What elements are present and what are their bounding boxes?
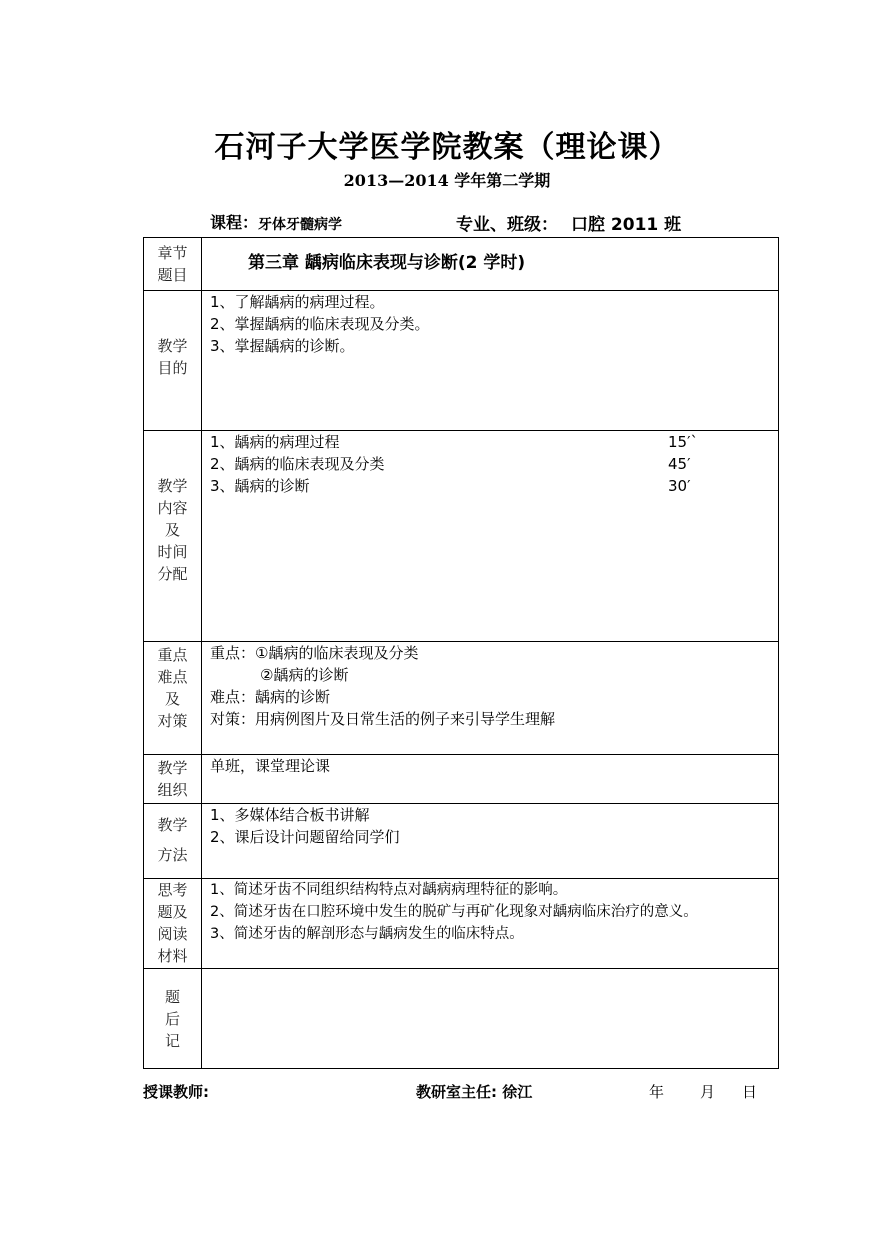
date-year: 年: [649, 1083, 665, 1101]
label-line: 题目: [157, 266, 188, 284]
date-month: 月: [700, 1083, 716, 1101]
row-organization: [144, 755, 779, 804]
row-objectives: [144, 291, 779, 431]
row-label-methods: [144, 804, 202, 879]
objective-item: 2、掌握龋病的临床表现及分类。: [210, 315, 430, 333]
row-label-objectives: [144, 291, 202, 431]
label-line: 题及: [157, 903, 188, 921]
content-item-time: 45′: [668, 455, 691, 473]
date-day: 日: [742, 1083, 758, 1101]
row-label-reading: [144, 879, 202, 969]
major-class-value: 口腔 2011 班: [571, 215, 682, 235]
label-line: 材料: [157, 947, 188, 965]
label-line: 教学: [157, 337, 188, 355]
content-item-text: 2、龋病的临床表现及分类: [210, 455, 385, 473]
label-line: 重点: [157, 646, 188, 664]
label-line: 及: [164, 521, 180, 539]
label-line: 教学: [157, 759, 188, 777]
label-line: 分配: [157, 565, 188, 583]
label-line: 难点: [157, 668, 188, 686]
major-class-label: 专业、班级：: [456, 215, 558, 235]
methods-cell: [202, 804, 779, 879]
row-label-organization: [144, 755, 202, 804]
row-label-chapter: [144, 238, 202, 291]
chapter-title: 第三章 龋病临床表现与诊断(2 学时): [248, 253, 526, 273]
label-line: 目的: [157, 359, 188, 377]
reading-item: 2、简述牙齿在口腔环境中发生的脱矿与再矿化现象对龋病临床治疗的意义。: [210, 904, 698, 920]
course-name: 牙体牙髓病学: [258, 217, 342, 233]
label-line: 阅读: [157, 925, 188, 943]
key-point-line: 重点：①龋病的临床表现及分类: [210, 644, 419, 662]
label-line: 时间: [157, 543, 188, 561]
label-line: 记: [164, 1032, 180, 1050]
label-line: 内容: [157, 499, 188, 517]
teacher-label: 授课教师:: [143, 1083, 209, 1101]
label-line: 章节: [157, 244, 188, 262]
chapter-title-cell: [202, 238, 779, 291]
row-postscript: [144, 969, 779, 1069]
director-label: 教研室主任: 徐江: [416, 1083, 533, 1101]
label-line: 组织: [157, 781, 188, 799]
row-content: [144, 431, 779, 642]
row-chapter: [144, 238, 779, 291]
organization-value: 单班，课堂理论课: [210, 757, 331, 775]
content-item-time: 30′: [668, 477, 691, 495]
difficulty-line: 难点：龋病的诊断: [210, 688, 331, 706]
label-line: 题: [164, 988, 180, 1006]
content-item-time: 15′`: [668, 433, 698, 451]
row-reading: [144, 879, 779, 969]
postscript-cell: [202, 969, 779, 1069]
content-item: [210, 475, 778, 497]
objective-item: 3、掌握龋病的诊断。: [210, 337, 355, 355]
row-label-postscript: [144, 969, 202, 1069]
label-line: 教学: [157, 816, 188, 834]
content-item: [210, 431, 778, 453]
label-line: 方法: [157, 846, 188, 864]
method-item: 2、课后设计问题留给同学们: [210, 828, 400, 846]
content-item-text: 1、龋病的病理过程: [210, 433, 340, 451]
method-item: 1、多媒体结合板书讲解: [210, 806, 370, 824]
label-line: 教学: [157, 477, 188, 495]
strategy-line: 对策：用病例图片及日常生活的例子来引导学生理解: [210, 710, 556, 728]
row-label-key-points: [144, 642, 202, 755]
lesson-plan-table: [143, 237, 779, 1069]
content-item-text: 3、龋病的诊断: [210, 477, 310, 495]
label-line: 对策: [157, 712, 188, 730]
row-label-content: [144, 431, 202, 642]
objective-item: 1、了解龋病的病理过程。: [210, 293, 385, 311]
label-line: 及: [164, 690, 180, 708]
reading-item: 3、简述牙齿的解剖形态与龋病发生的临床特点。: [210, 926, 524, 942]
organization-cell: [202, 755, 779, 804]
key-points-cell: [202, 642, 779, 755]
course-label: 课程：: [210, 213, 259, 232]
label-line: 后: [164, 1010, 180, 1028]
objectives-cell: [202, 291, 779, 431]
row-key-points: [144, 642, 779, 755]
content-item: [210, 453, 778, 475]
label-line: 思考: [157, 881, 188, 899]
content-cell: [202, 431, 779, 642]
row-methods: [144, 804, 779, 879]
reading-cell: [202, 879, 779, 969]
key-point-line: ②龋病的诊断: [260, 666, 349, 684]
page-title: 石河子大学医学院教案（理论课）: [214, 130, 680, 165]
reading-item: 1、简述牙齿不同组织结构特点对龋病病理特征的影响。: [210, 882, 568, 898]
term-subtitle: 2013—2014 学年第二学期: [343, 171, 551, 190]
